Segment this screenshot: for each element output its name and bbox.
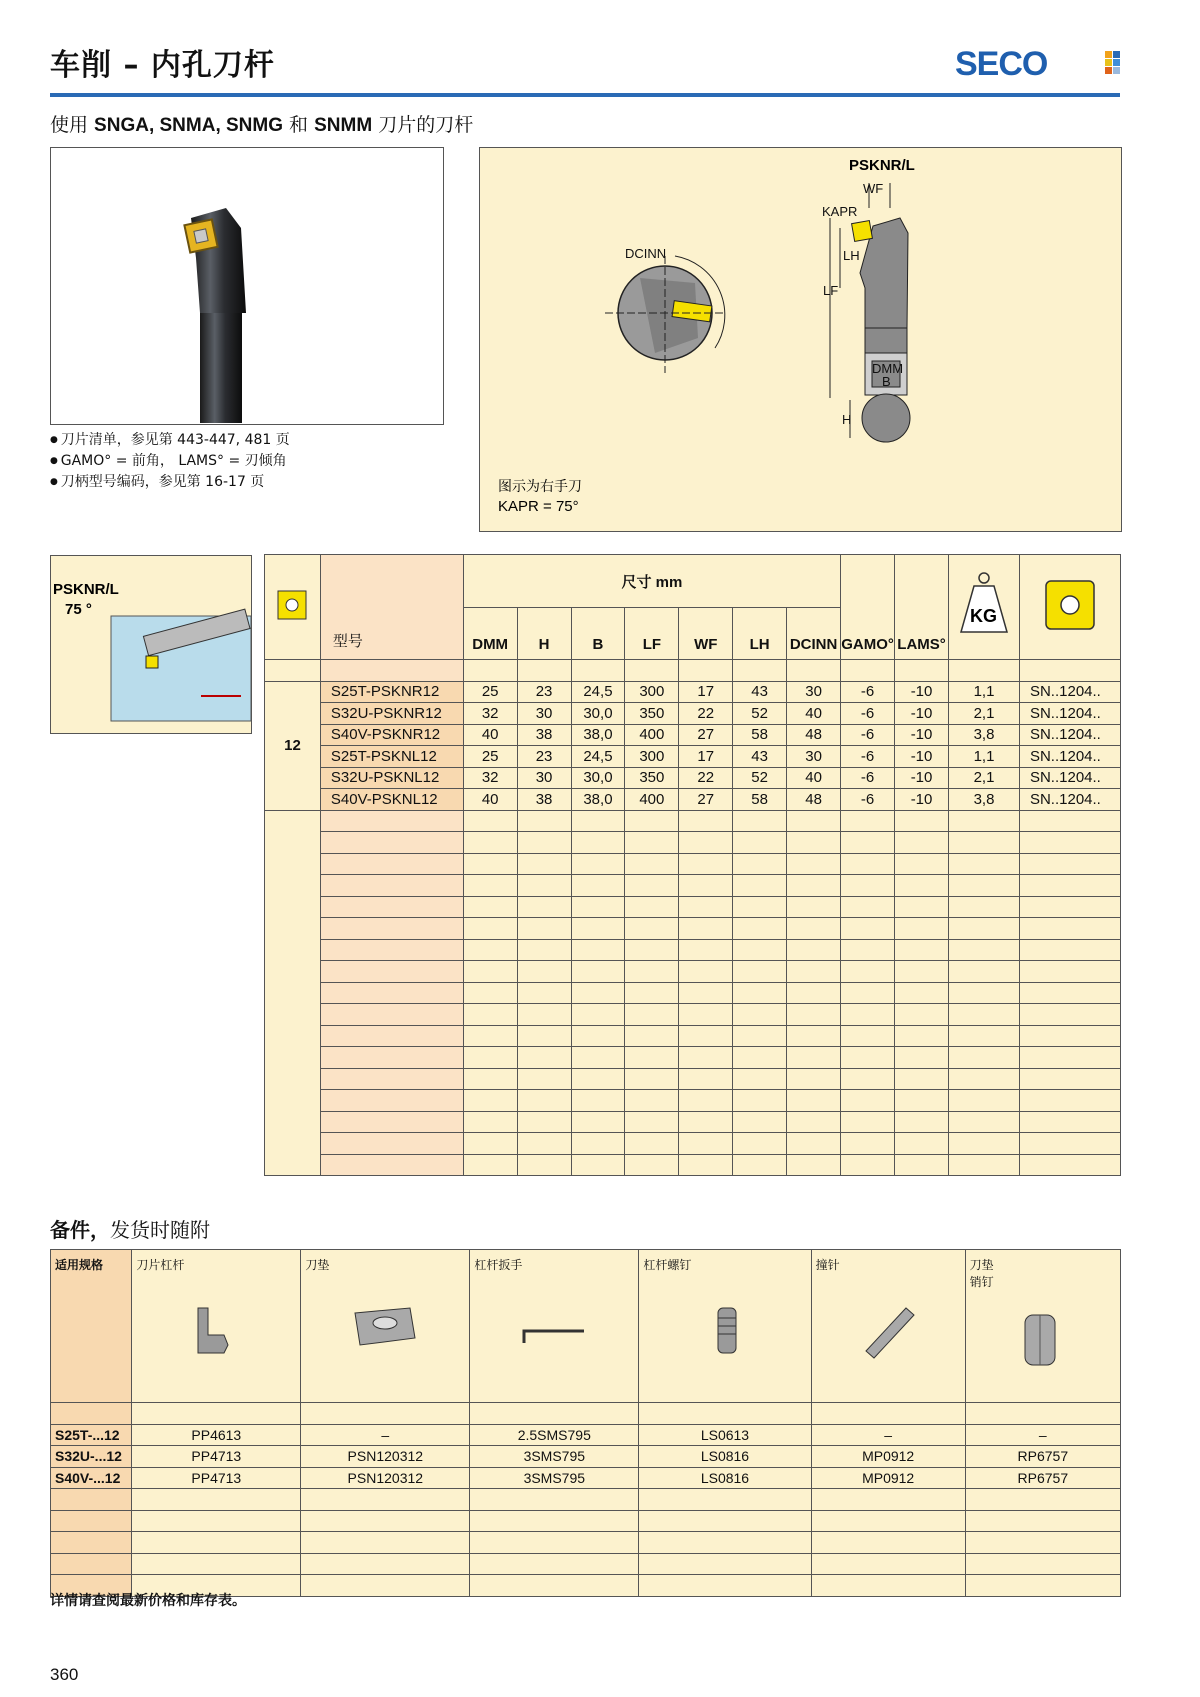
col-b: B [571, 608, 625, 660]
value-cell: 40 [463, 789, 517, 811]
svg-text:PSKNR/L: PSKNR/L [53, 581, 119, 598]
accessory-row [51, 1446, 1121, 1468]
table-row [265, 767, 1121, 789]
weight-cell: 3,8 [949, 789, 1020, 811]
svg-text:LF: LF [823, 283, 839, 298]
value-cell: 40 [787, 703, 841, 725]
accessory-row [51, 1467, 1121, 1489]
acc-header-shim: 刀垫 [301, 1250, 470, 1403]
lever-screw-icon [643, 1273, 803, 1363]
value-cell: -6 [841, 767, 895, 789]
value-cell: 48 [787, 789, 841, 811]
acc-header-clamp: 刀片杠杆 [132, 1250, 301, 1403]
svg-text:LH: LH [843, 248, 860, 263]
accessory-part-cell: – [811, 1424, 965, 1446]
table-row [265, 746, 1121, 768]
value-cell: 22 [679, 703, 733, 725]
value-cell: -6 [841, 703, 895, 725]
model-cell: S40V-PSKNL12 [320, 789, 463, 811]
value-cell: 38,0 [571, 724, 625, 746]
insert-size-cell: 12 [265, 681, 321, 810]
accessory-part-cell: 3SMS795 [470, 1446, 639, 1468]
model-cell: S40V-PSKNR12 [320, 724, 463, 746]
svg-text:SECO: SECO [955, 46, 1048, 80]
value-cell: -10 [895, 746, 949, 768]
value-cell: -10 [895, 789, 949, 811]
value-cell: 58 [733, 789, 787, 811]
table-row [265, 789, 1121, 811]
value-cell: 23 [517, 681, 571, 703]
value-cell: -6 [841, 724, 895, 746]
value-cell: 43 [733, 681, 787, 703]
table-row [265, 681, 1121, 703]
insert-icon-header [265, 555, 321, 660]
value-cell: 30 [517, 767, 571, 789]
value-cell: 30 [787, 681, 841, 703]
col-gamo: GAMO° [841, 555, 895, 660]
weight-header [949, 555, 1020, 660]
accessory-part-cell: 3SMS795 [470, 1467, 639, 1489]
accessory-part-cell: – [965, 1424, 1120, 1446]
value-cell: 24,5 [571, 681, 625, 703]
value-cell: 25 [463, 681, 517, 703]
value-cell: 300 [625, 681, 679, 703]
insert-cell: SN..1204.. [1019, 724, 1120, 746]
svg-text:DCINN: DCINN [625, 246, 667, 261]
table-row [265, 703, 1121, 725]
accessory-part-cell: RP6757 [965, 1446, 1120, 1468]
value-cell: -10 [895, 724, 949, 746]
svg-text:B: B [882, 374, 891, 389]
accessory-part-cell: LS0613 [639, 1424, 811, 1446]
value-cell: 58 [733, 724, 787, 746]
svg-text:WF: WF [863, 181, 884, 196]
insert-cell: SN..1204.. [1019, 703, 1120, 725]
accessory-size-cell: S40V-...12 [51, 1467, 132, 1489]
value-cell: 22 [679, 767, 733, 789]
acc-header-screw: 杠杆螺钉 [639, 1250, 811, 1403]
value-cell: -10 [895, 681, 949, 703]
accessory-row [51, 1424, 1121, 1446]
page-number: 360 [50, 1665, 79, 1684]
insert-cell: SN..1204.. [1019, 767, 1120, 789]
accessory-part-cell: RP6757 [965, 1467, 1120, 1489]
value-cell: 38,0 [571, 789, 625, 811]
value-cell: -6 [841, 681, 895, 703]
col-h: H [517, 608, 571, 660]
value-cell: 17 [679, 746, 733, 768]
accessory-part-cell: PSN120312 [301, 1446, 470, 1468]
value-cell: -10 [895, 767, 949, 789]
value-cell: 30,0 [571, 767, 625, 789]
model-header: 型号 [320, 555, 463, 660]
seco-logo [955, 46, 1125, 85]
svg-text:75 °: 75 ° [65, 601, 92, 618]
value-cell: -6 [841, 789, 895, 811]
technical-drawing [479, 147, 1122, 532]
value-cell: 52 [733, 703, 787, 725]
value-cell: 25 [463, 746, 517, 768]
value-cell: 17 [679, 681, 733, 703]
model-cell: S32U-PSKNR12 [320, 703, 463, 725]
value-cell: 24,5 [571, 746, 625, 768]
note-item: ● GAMO° = 前角， LAMS° = 刃倾角 [50, 451, 290, 472]
value-cell: 32 [463, 703, 517, 725]
accessory-part-cell: PP4613 [132, 1424, 301, 1446]
value-cell: 30,0 [571, 703, 625, 725]
col-lh: LH [733, 608, 787, 660]
value-cell: 30 [787, 746, 841, 768]
footnote: 详情请查阅最新价格和库存表。 [50, 1593, 246, 1609]
acc-header-pin: 撞针 [811, 1250, 965, 1403]
value-cell: 400 [625, 724, 679, 746]
model-cell: S25T-PSKNL12 [320, 746, 463, 768]
col-lams: LAMS° [895, 555, 949, 660]
model-cell: S25T-PSKNR12 [320, 681, 463, 703]
insert-cell: SN..1204.. [1019, 746, 1120, 768]
note-item: ● 刀柄型号编码，参见第 16-17 页 [50, 472, 290, 493]
product-table [264, 554, 1121, 1176]
col-lf: LF [625, 608, 679, 660]
clamp-lever-icon [136, 1273, 296, 1363]
value-cell: 52 [733, 767, 787, 789]
table-row [265, 724, 1121, 746]
value-cell: 350 [625, 703, 679, 725]
accessory-part-cell: PSN120312 [301, 1467, 470, 1489]
value-cell: 38 [517, 724, 571, 746]
svg-text:KAPR: KAPR [822, 204, 858, 219]
accessory-part-cell: LS0816 [639, 1467, 811, 1489]
insert-cell: SN..1204.. [1019, 789, 1120, 811]
value-cell: 32 [463, 767, 517, 789]
weight-cell: 3,8 [949, 724, 1020, 746]
accessory-part-cell: MP0912 [811, 1467, 965, 1489]
accessory-part-cell: 2.5SMS795 [470, 1424, 639, 1446]
value-cell: 40 [463, 724, 517, 746]
accessory-part-cell: PP4713 [132, 1446, 301, 1468]
col-dcinn: DCINN [787, 608, 841, 660]
accessory-part-cell: PP4713 [132, 1467, 301, 1489]
approach-angle-drawing [50, 555, 252, 734]
acc-header-shim-pin: 刀垫 销钉 [965, 1250, 1120, 1403]
col-wf: WF [679, 608, 733, 660]
weight-icon [957, 570, 1011, 640]
value-cell: -10 [895, 703, 949, 725]
shim-icon [305, 1273, 465, 1363]
svg-text:H: H [842, 412, 852, 427]
striker-pin-icon [816, 1273, 961, 1363]
weight-cell: 2,1 [949, 703, 1020, 725]
value-cell: 48 [787, 724, 841, 746]
value-cell: 27 [679, 724, 733, 746]
model-cell: S32U-PSKNL12 [320, 767, 463, 789]
col-dmm: DMM [463, 608, 517, 660]
weight-cell: 2,1 [949, 767, 1020, 789]
svg-text:DMM: DMM [872, 361, 904, 376]
value-cell: 43 [733, 746, 787, 768]
value-cell: 38 [517, 789, 571, 811]
value-cell: 23 [517, 746, 571, 768]
value-cell: 40 [787, 767, 841, 789]
value-cell: 300 [625, 746, 679, 768]
product-photo [50, 147, 444, 425]
drawing-title: PSKNR/L [849, 157, 915, 174]
weight-cell: 1,1 [949, 746, 1020, 768]
shim-pin-icon [970, 1290, 1115, 1380]
notes-list [50, 430, 290, 493]
acc-header-key: 杠杆扳手 [470, 1250, 639, 1403]
accessory-part-cell: MP0912 [811, 1446, 965, 1468]
svg-text:KG: KG [970, 606, 997, 626]
insert-icon [1043, 578, 1097, 632]
hex-key-icon [474, 1273, 634, 1363]
insert-cell: SN..1204.. [1019, 681, 1120, 703]
drawing-caption: 图示为右手刀 [498, 479, 582, 495]
value-cell: 30 [517, 703, 571, 725]
acc-header-size: 适用规格 [51, 1250, 132, 1403]
accessory-part-cell: – [301, 1424, 470, 1446]
value-cell: -6 [841, 746, 895, 768]
weight-cell: 1,1 [949, 681, 1020, 703]
value-cell: 27 [679, 789, 733, 811]
dimensions-header: 尺寸 mm [463, 555, 840, 608]
page-title: 车削 – 内孔刀杆 [50, 48, 275, 83]
accessories-table [50, 1249, 1121, 1597]
insert-header [1019, 555, 1120, 660]
page-subtitle: 使用 SNGA, SNMA, SNMG 和 SNMM 刀片的刀杆 [50, 114, 474, 136]
note-item: ● 刀片清单，参见第 443-447, 481 页 [50, 430, 290, 451]
accessories-title: 备件，发货时随附 [50, 1218, 210, 1242]
value-cell: 400 [625, 789, 679, 811]
square-insert-icon [277, 590, 307, 620]
drawing-kapr: KAPR = 75° [498, 498, 579, 515]
accessory-size-cell: S32U-...12 [51, 1446, 132, 1468]
value-cell: 350 [625, 767, 679, 789]
accessory-size-cell: S25T-...12 [51, 1424, 132, 1446]
header-rule [50, 93, 1120, 97]
accessory-part-cell: LS0816 [639, 1446, 811, 1468]
